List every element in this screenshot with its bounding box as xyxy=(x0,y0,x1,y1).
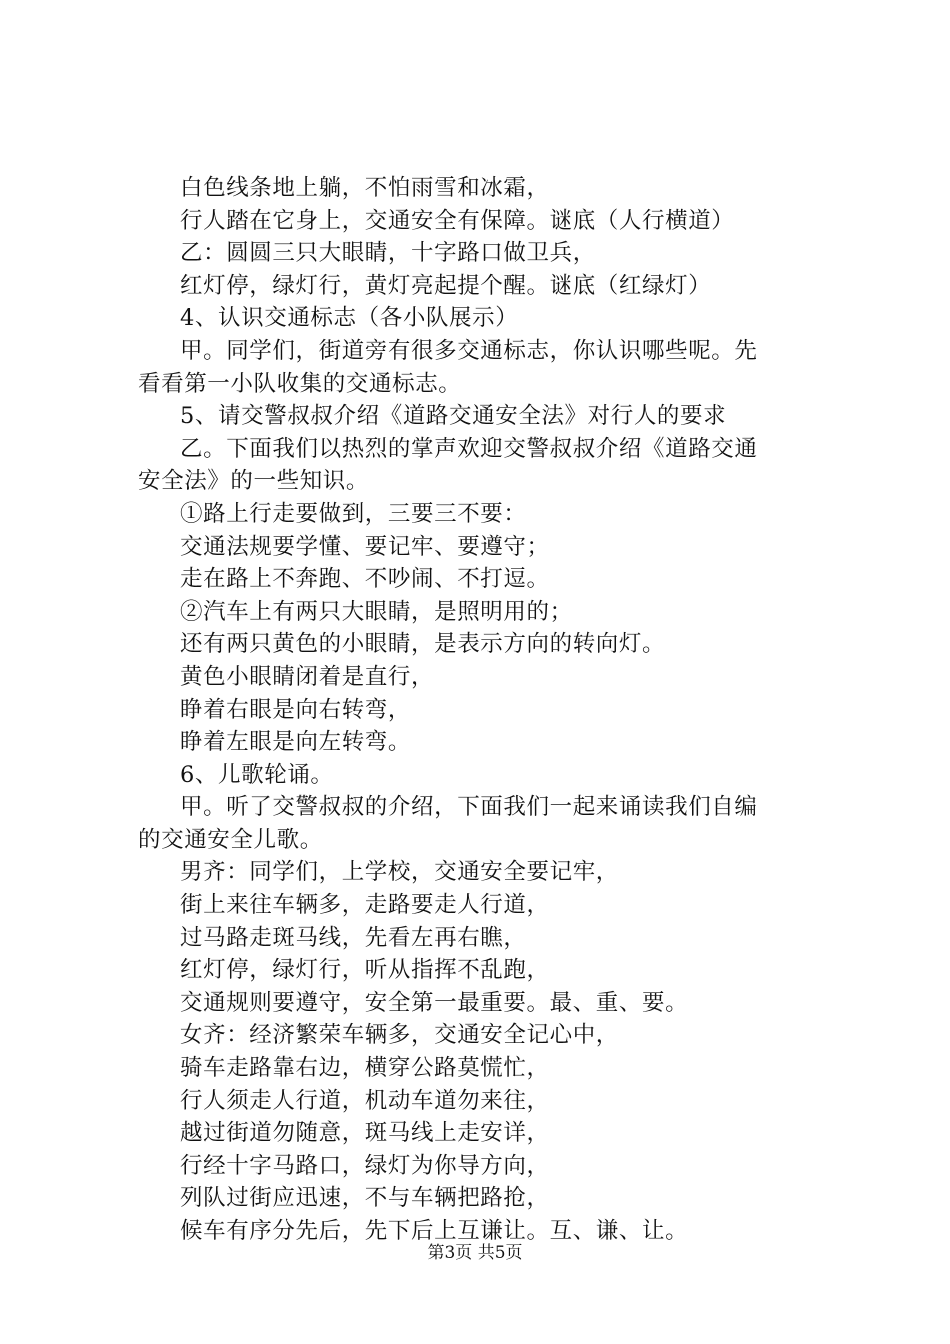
page-footer: 第3页 共5页 xyxy=(427,1243,523,1263)
text-line: 交通法规要学懂、要记牢、要遵守； xyxy=(180,533,550,560)
text-line: 行经十字马路口，绿灯为你导方向， xyxy=(180,1152,550,1179)
text-line: 5、请交警叔叔介绍《道路交通安全法》对行人的要求 xyxy=(180,403,727,430)
text-line: 4、认识交通标志（各小队展示） xyxy=(180,305,519,332)
text-line: 睁着左眼是向左转弯。 xyxy=(180,729,412,756)
text-line: 还有两只黄色的小眼睛，是表示方向的转向灯。 xyxy=(180,631,666,658)
text-line: ①路上行走要做到，三要三不要： xyxy=(180,500,527,527)
text-line: 乙。下面我们以热烈的掌声欢迎交警叔叔介绍《道路交通 xyxy=(180,435,758,462)
text-line: 甲。同学们，街道旁有很多交通标志，你认识哪些呢。先 xyxy=(180,337,758,364)
text-line: 乙：圆圆三只大眼睛，十字路口做卫兵， xyxy=(180,240,596,267)
text-line: 走在路上不奔跑、不吵闹、不打逗。 xyxy=(180,566,550,593)
text-line: ②汽车上有两只大眼睛，是照明用的； xyxy=(180,598,573,625)
text-line: 行人踏在它身上，交通安全有保障。谜底（人行横道） xyxy=(180,207,735,234)
text-line: 看看第一小队收集的交通标志。 xyxy=(138,370,462,397)
text-line: 黄色小眼睛闭着是直行， xyxy=(180,663,435,690)
text-line: 女齐：经济繁荣车辆多，交通安全记心中， xyxy=(180,1022,619,1049)
text-line: 白色线条地上躺，不怕雨雪和冰霜， xyxy=(180,175,550,201)
text-line: 列队过街应迅速，不与车辆把路抢， xyxy=(180,1185,550,1212)
text-line: 越过街道勿随意，斑马线上走安详， xyxy=(180,1120,550,1147)
text-line: 过马路走斑马线，先看左再右瞧， xyxy=(180,924,527,951)
text-line: 交通规则要遵守，安全第一最重要。最、重、要。 xyxy=(180,989,689,1016)
text-line: 红灯停，绿灯行，听从指挥不乱跑， xyxy=(180,957,550,984)
text-line: 男齐：同学们，上学校，交通安全要记牢， xyxy=(180,859,619,886)
text-line: 红灯停，绿灯行，黄灯亮起提个醒。谜底（红绿灯） xyxy=(180,272,712,299)
text-line: 甲。听了交警叔叔的介绍，下面我们一起来诵读我们自编 xyxy=(180,794,758,821)
text-line: 睁着右眼是向右转弯， xyxy=(180,696,412,723)
text-line: 行人须走人行道，机动车道勿来往， xyxy=(180,1087,550,1114)
text-line: 街上来往车辆多，走路要走人行道， xyxy=(180,892,550,919)
text-line: 候车有序分先后，先下后上互谦让。互、谦、让。 xyxy=(180,1218,689,1244)
text-line: 骑车走路靠右边，横穿公路莫慌忙， xyxy=(180,1055,550,1082)
text-line: 的交通安全儿歌。 xyxy=(138,826,323,853)
text-line: 6、儿歌轮诵。 xyxy=(180,761,334,788)
text-line: 安全法》的一些知识。 xyxy=(138,468,370,495)
document-body xyxy=(138,172,838,1248)
